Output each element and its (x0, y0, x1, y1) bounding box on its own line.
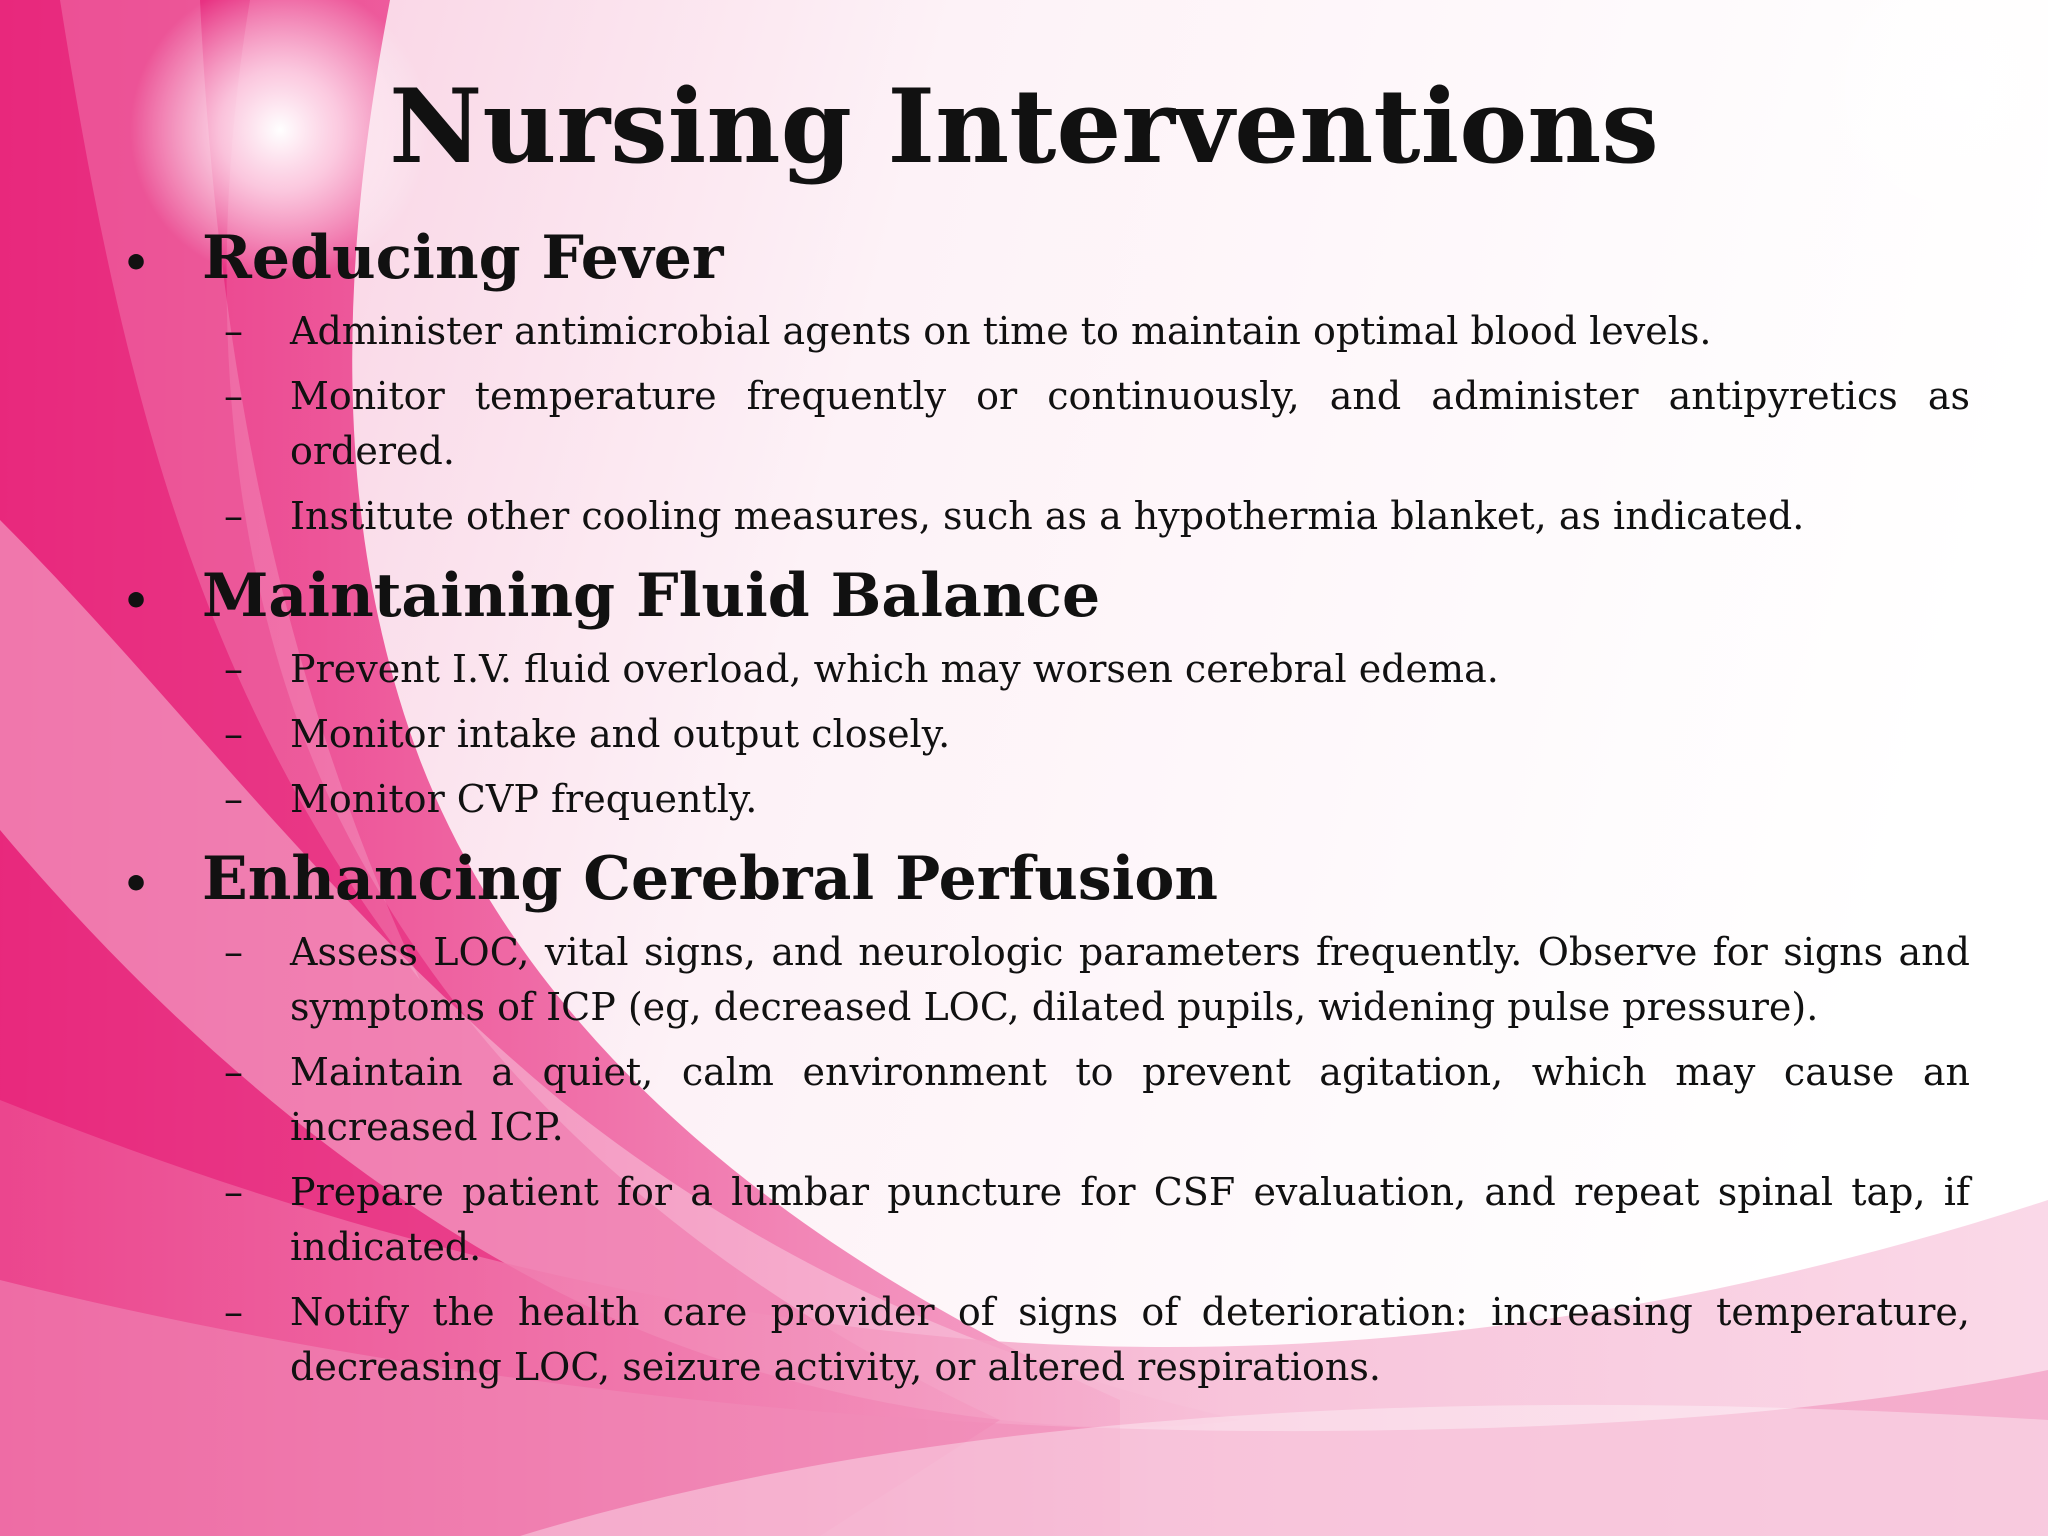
list-item (224, 304, 1970, 359)
dash-icon: – (224, 374, 243, 418)
bullet-icon: • (122, 859, 151, 910)
dash-icon: – (224, 1290, 243, 1334)
section-heading-text: Maintaining Fluid Balance (202, 561, 1101, 631)
dash-icon: – (224, 494, 243, 538)
list-item-text: Maintain a quiet, calm environment to prevent agitation, which may cause an increased ICP. (290, 1050, 1970, 1149)
dash-icon: – (224, 1170, 243, 1214)
list-item-text: Prepare patient for a lumbar puncture for CSF evaluation, and repeat spinal tap, if indicated. (290, 1170, 1970, 1269)
list-item (224, 1165, 1970, 1275)
dash-icon: – (224, 1050, 243, 1094)
dash-icon: – (224, 712, 243, 756)
list-item-text: Assess LOC, vital signs, and neurologic parameters frequently. Observe for signs and symptoms of ICP (eg, decreased LOC, dilated pupils, widening pulse pressure). (290, 930, 1970, 1029)
dash-icon: – (224, 777, 243, 821)
list-item (224, 707, 1970, 762)
list-item (224, 1285, 1970, 1395)
list-item (224, 925, 1970, 1035)
list-item-text: Monitor CVP frequently. (290, 777, 758, 821)
list-item-text: Administer antimicrobial agents on time to maintain optimal blood levels. (290, 309, 1712, 353)
section-heading-text: Reducing Fever (202, 223, 724, 293)
slide-title: Nursing Interventions (389, 67, 1659, 187)
bullet-icon: • (122, 576, 151, 627)
list-item-text: Monitor intake and output closely. (290, 712, 951, 756)
section-heading (118, 839, 1970, 919)
slide-content (118, 218, 1970, 1405)
section-heading-text: Enhancing Cerebral Perfusion (202, 844, 1219, 914)
dash-icon: – (224, 930, 243, 974)
section-fluid-balance (118, 556, 1970, 827)
bullet-icon: • (122, 238, 151, 289)
section-reducing-fever (118, 218, 1970, 544)
list-item (224, 1045, 1970, 1155)
section-cerebral-perfusion (118, 839, 1970, 1395)
list-item (224, 642, 1970, 697)
list-item-text: Monitor temperature frequently or continuously, and administer antipyretics as ordered. (290, 374, 1970, 473)
sub-item-list (118, 304, 1970, 544)
list-item (224, 489, 1970, 544)
section-heading (118, 218, 1970, 298)
dash-icon: – (224, 647, 243, 691)
list-item-text: Prevent I.V. fluid overload, which may worsen cerebral edema. (290, 647, 1499, 691)
dash-icon: – (224, 309, 243, 353)
list-item (224, 772, 1970, 827)
sub-item-list (118, 925, 1970, 1395)
list-item-text: Institute other cooling measures, such as a hypothermia blanket, as indicated. (290, 494, 1805, 538)
section-heading (118, 556, 1970, 636)
list-item (224, 369, 1970, 479)
list-item-text: Notify the health care provider of signs of deterioration: increasing temperature, decreasing LOC, seizure activity, or altered respirations. (290, 1290, 1970, 1389)
sub-item-list (118, 642, 1970, 827)
